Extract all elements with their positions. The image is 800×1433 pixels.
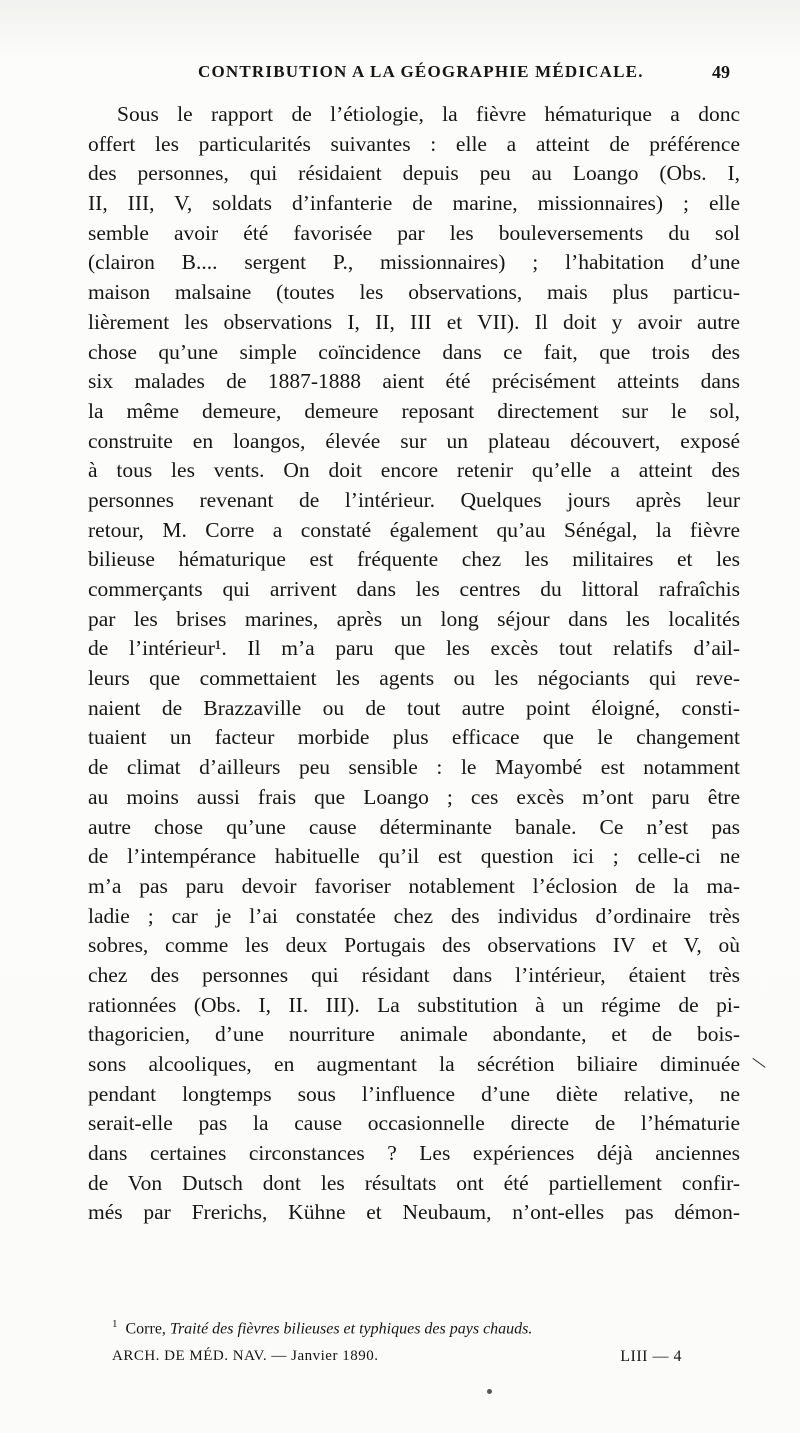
text-line: naient de Brazzaville ou de tout autre point éloigné, consti-	[88, 695, 740, 720]
text-line: de l’intempérance habituelle qu’il est question ici ; celle-ci ne	[88, 844, 740, 869]
text-line: Sous le rapport de l’étiologie, la fièvre hématurique a donc	[117, 102, 740, 126]
text-line: commerçants qui arrivent dans les centres du littoral rafraîchis	[88, 577, 740, 601]
text-line: des personnes, qui résidaient depuis peu au Loango (Obs. I,	[88, 161, 740, 186]
text-line: rationnées (Obs. I, II. III). La substitution à un régime de pi-	[88, 992, 740, 1017]
text-line: lièrement les observations I, II, III et VII). Il doit y avoir autre	[88, 309, 740, 334]
text-line: sobres, comme les deux Portugais des observations IV et V, où	[88, 933, 740, 958]
footnote-author: Corre,	[125, 1320, 166, 1338]
journal-signature: ARCH. DE MÉD. NAV. — Janvier 1890.	[112, 1348, 379, 1364]
running-title: CONTRIBUTION A LA GÉOGRAPHIE MÉDICALE.	[198, 62, 644, 81]
text-line: tuaient un facteur morbide plus efficace que le changement	[88, 725, 740, 750]
text-line: serait-elle pas la cause occasionnelle directe de l’hématurie	[88, 1111, 740, 1136]
page-number: 49	[712, 62, 730, 82]
text-line: més par Frerichs, Kühne et Neubaum, n’ont-elles pas démon-	[88, 1200, 740, 1225]
text-line: m’a pas paru devoir favoriser notablement l’éclosion de la ma-	[88, 873, 740, 898]
footnote-title: Traité des fièvres bilieuses et typhiques des pays chauds.	[169, 1320, 533, 1338]
footnote	[112, 1318, 732, 1338]
body-text	[88, 100, 740, 1228]
text-line: chose qu’une simple coïncidence dans ce fait, que trois des	[88, 339, 740, 364]
text-line: bilieuse hématurique est fréquente chez les militaires et les	[88, 547, 740, 572]
text-line: de Von Dutsch dont les résultats ont été partiellement confir-	[88, 1170, 740, 1195]
text-line: leurs que commettaient les agents ou les négociants qui reve-	[88, 666, 740, 691]
text-line: par les brises marines, après un long séjour dans les localités	[88, 606, 740, 631]
page-footer	[112, 1348, 682, 1372]
text-line: thagoricien, d’une nourriture animale abondante, et de bois-	[88, 1022, 740, 1047]
text-line: II, III, V, soldats d’infanterie de marine, missionnaires) ; elle	[88, 191, 740, 216]
print-speck	[487, 1389, 492, 1394]
text-line: semble avoir été favorisée par les bouleversements du sol	[88, 220, 740, 245]
stray-mark: \	[749, 1050, 769, 1075]
text-line: ladie ; car je l’ai constatée chez des individus d’ordinaire très	[88, 903, 740, 928]
text-line: maison malsaine (toutes les observations, mais plus particu-	[88, 280, 740, 305]
text-line: retour, M. Corre a constaté également qu’au Sénégal, la fièvre	[88, 517, 740, 542]
text-line: de l’intérieur¹. Il m’a paru que les excès tout relatifs d’ail-	[88, 636, 740, 661]
text-line: (clairon B.... sergent P., missionnaires) ; l’habitation d’une	[88, 250, 740, 275]
text-line: de climat d’ailleurs peu sensible : le Mayombé est notamment	[88, 755, 740, 780]
text-line: la même demeure, demeure reposant directement sur le sol,	[88, 398, 740, 423]
text-line: au moins aussi frais que Loango ; ces excès m’ont paru être	[88, 784, 740, 809]
text-line: construite en loangos, élevée sur un plateau découvert, exposé	[88, 428, 740, 453]
page-header	[198, 62, 730, 92]
footnote-mark: 1	[112, 1318, 118, 1330]
text-line: personnes revenant de l’intérieur. Quelques jours après leur	[88, 487, 740, 512]
text-line: sons alcooliques, en augmentant la sécrétion biliaire diminuée	[88, 1052, 740, 1076]
text-line: pendant longtemps sous l’influence d’une diète relative, ne	[88, 1081, 740, 1106]
volume-signature: LIII — 4	[620, 1348, 682, 1365]
text-line: chez des personnes qui résidant dans l’intérieur, étaient très	[88, 962, 740, 987]
text-line: dans certaines circonstances ? Les expériences déjà anciennes	[88, 1141, 740, 1166]
text-line: offert les particularités suivantes : elle a atteint de préférence	[88, 131, 740, 156]
text-line: à tous les vents. On doit encore retenir qu’elle a atteint des	[88, 458, 740, 483]
text-line: six malades de 1887-1888 aient été précisément atteints dans	[88, 369, 740, 394]
text-line: autre chose qu’une cause déterminante banale. Ce n’est pas	[88, 814, 740, 839]
